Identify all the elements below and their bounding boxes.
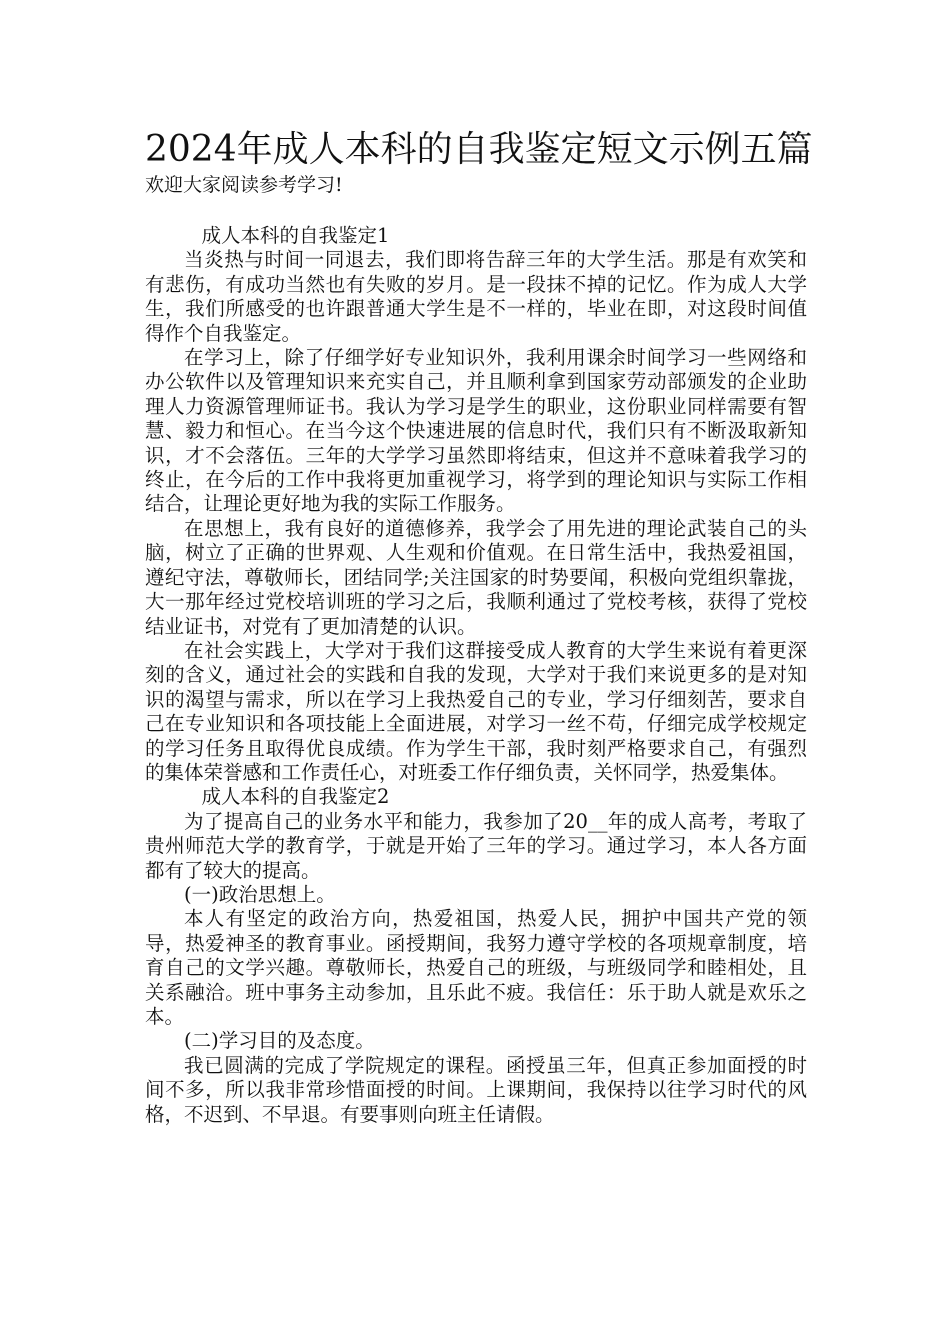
paragraph: 在思想上，我有良好的道德修养，我学会了用先进的理论武装自己的头脑，树立了正确的世界观、人生观和价值观。在日常生活中，我热爱祖国，遵纪守法，尊敬师长，团结同学;关注国家的时势要闻，积极向党组织靠拢，大一那年经过党校培训班的学习之后，我顺利通过了党校考核，获得了党校结业证书，对党有了更加清楚的认识。	[145, 516, 807, 638]
paragraph: 我已圆满的完成了学院规定的课程。函授虽三年，但真正参加面授的时间不多，所以我非常珍惜面授的时间。上课期间，我保持以往学习时代的风格，不迟到、不早退。有要事则向班主任请假。	[145, 1053, 807, 1126]
section-heading: 成人本科的自我鉴定2	[201, 785, 390, 809]
section-heading: 成人本科的自我鉴定1	[201, 224, 390, 247]
paragraph: 为了提高自己的业务水平和能力，我参加了20__年的成人高考，考取了贵州师范大学的教育学，于就是开始了三年的学习。通过学习，本人各方面都有了较大的提高。	[145, 809, 807, 882]
subsection-heading: (一)政治思想上。	[184, 882, 336, 906]
document-title: 2024年成人本科的自我鉴定短文示例五篇	[145, 129, 813, 170]
paragraph: 当炎热与时间一同退去，我们即将告辞三年的大学生活。那是有欢笑和有悲伤，有成功当然也有失败的岁月。是一段抹不掉的记忆。作为成人大学生，我们所感受的也许跟普通大学生是不一样的，毕业在即，对这段时间值得作个自我鉴定。	[145, 248, 807, 345]
paragraph: 在社会实践上，大学对于我们这群接受成人教育的大学生来说有着更深刻的含义，通过社会的实践和自我的发现，大学对于我们来说更多的是对知识的渴望与需求，所以在学习上我热爱自己的专业，学习仔细刻苦，要求自己在专业知识和各项技能上全面进展，对学习一丝不苟，仔细完成学校规定的学习任务且取得优良成绩。作为学生干部，我时刻严格要求自己，有强烈的集体荣誉感和工作责任心，对班委工作仔细负责，关怀同学，热爱集体。	[145, 638, 807, 784]
paragraph: 本人有坚定的政治方向，热爱祖国，热爱人民，拥护中国共产党的领导，热爱神圣的教育事业。函授期间，我努力遵守学校的各项规章制度，培育自己的文学兴趣。尊敬师长，热爱自己的班级，与班级同学和睦相处，且关系融洽。班中事务主动参加，且乐此不疲。我信任：乐于助人就是欢乐之本。	[145, 907, 807, 1028]
subsection-heading: (二)学习目的及态度。	[184, 1029, 375, 1053]
paragraph: 在学习上，除了仔细学好专业知识外，我利用课余时间学习一些网络和办公软件以及管理知识来充实自己，并且顺利拿到国家劳动部颁发的企业助理人力资源管理师证书。我认为学习是学生的职业，这份职业同样需要有智慧、毅力和恒心。在当今这个快速进展的信息时代，我们只有不断汲取新知识，才不会落伍。三年的大学学习虽然即将结束，但这并不意味着我学习的终止，在今后的工作中我将更加重视学习，将学到的理论知识与实际工作相结合，让理论更好地为我的实际工作服务。	[145, 346, 807, 516]
document-subtitle: 欢迎大家阅读参考学习!	[145, 174, 343, 196]
document-page	[145, 128, 813, 1127]
document-body	[145, 224, 807, 1127]
spacer	[145, 198, 807, 224]
